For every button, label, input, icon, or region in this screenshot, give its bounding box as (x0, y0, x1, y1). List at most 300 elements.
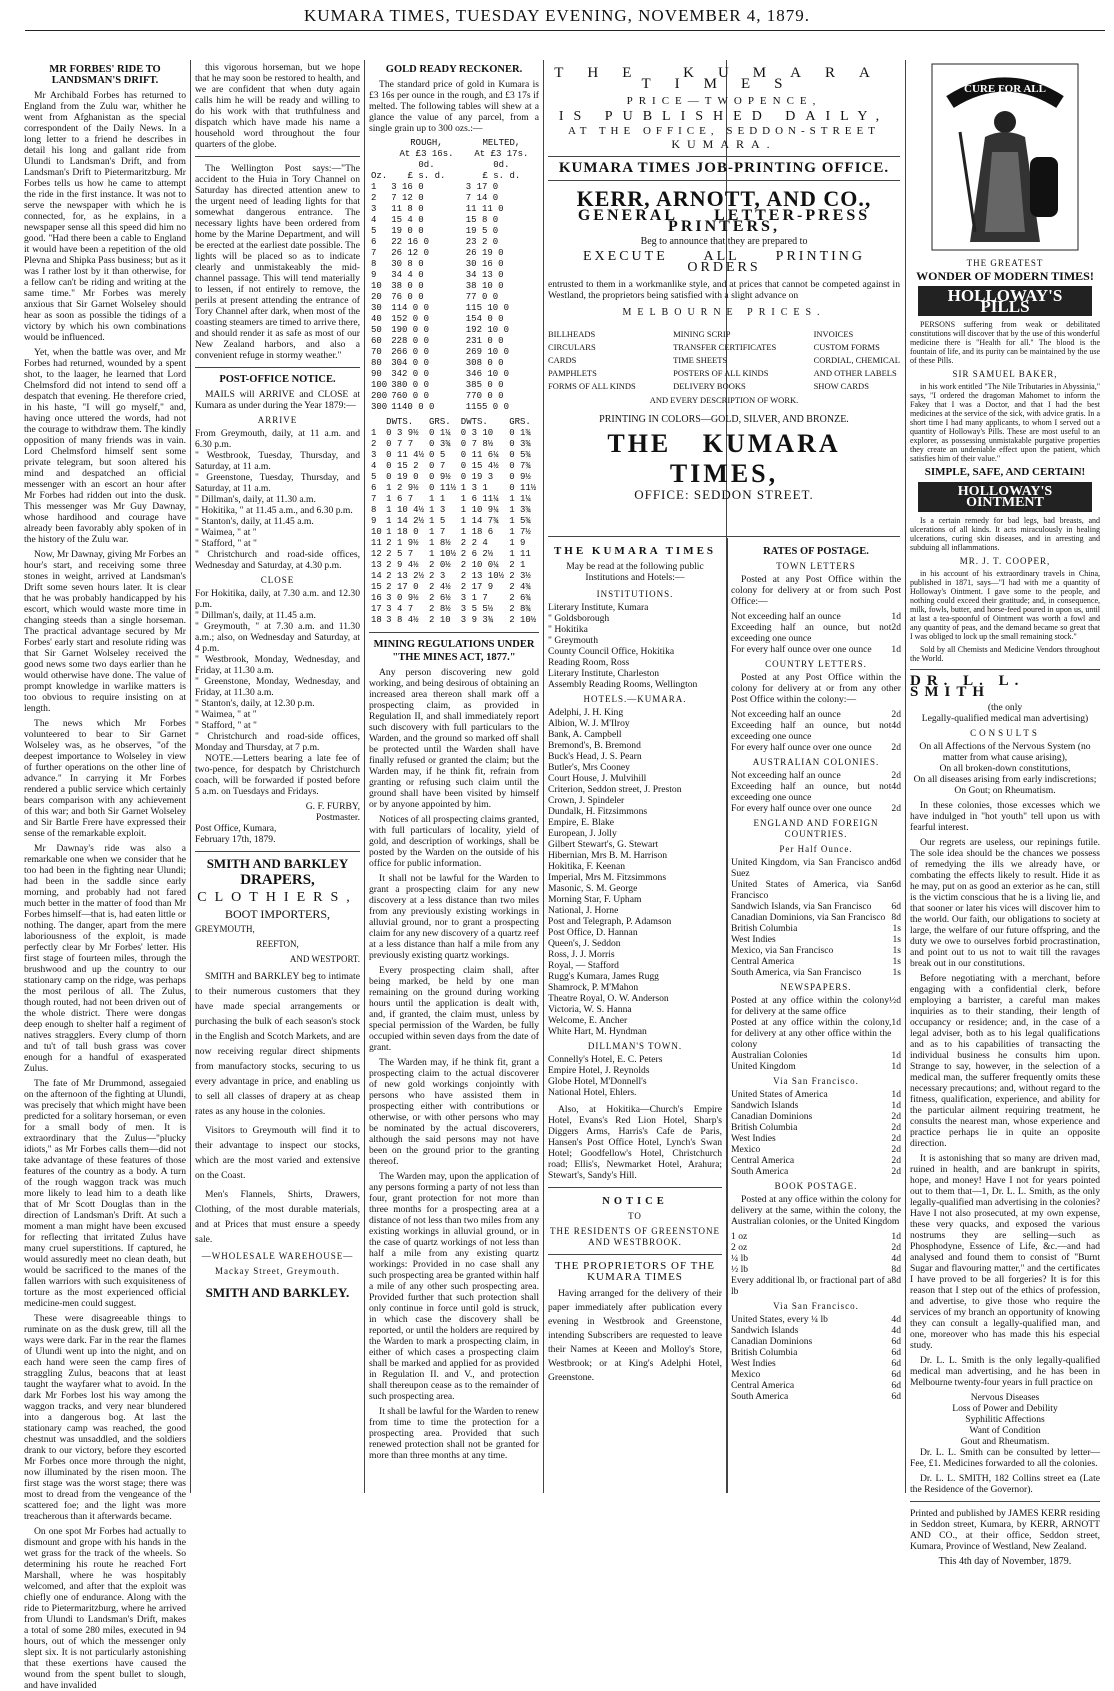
paragraph: Every prospecting claim shall, after being marked, be held by one man remaining on the ground during working hours until the application is dealt with, and, if granted, the claim must, unless by special permission of the Warden, be fully occupied within seven days from the date of grant. (369, 965, 539, 1053)
hotel-item: Ross, J. J. Morris (548, 949, 615, 960)
table-cell: 1 1 (429, 494, 446, 504)
published: IS PUBLISHED DAILY, (558, 109, 890, 124)
only-line: (the only (987, 702, 1023, 713)
institution-item: " Hokitika (548, 624, 588, 635)
table-cell: 3 8 4½ (386, 615, 419, 625)
table-row (369, 182, 539, 193)
rate-label: For every half ounce over one ounce (731, 644, 872, 655)
mining-title-2: "THE MINES ACT, 1877." (392, 652, 516, 663)
table-cell: 2 13 10½ (460, 571, 505, 581)
hotels-heading: HOTELS.—KUMARA. (583, 694, 687, 704)
table-cell: 70 (371, 347, 382, 357)
rate-row (731, 770, 901, 781)
rate-label: Sandwich Islands (731, 1100, 799, 1111)
table-cell: 8 (371, 505, 377, 515)
institution-item: Literary Institute, Kumara (548, 602, 649, 613)
paragraph: Mr Dawnay's ride was also a remarkable one when we consider that he too had been in the fighting near Ulundi; had been in the saddle since early morning, and probably had not fared much better in the matter of food than Mr Forbes himself—that is, had eaten little or nothing. The danger, apart from the mere laboriousness of the exploit, is made perfectly clear by Mr Forbes' letter. His first stage of fourteen miles, through the brushwood and up the country to our stationary camp on the ridge, was perhaps the most perilous of all. The Zulus, though routed, had not been driven out of the whole district. There were dongas deep enough to shelter half a regiment of natives stragglers. Every clump of thorn and tu't of tall bush grass was cover enough for a handful of exasperated Zulus. (24, 843, 186, 1074)
rough-header: ROUGH, (410, 138, 443, 148)
table-cell: 1 7½ (509, 527, 531, 537)
table-cell: 1 1¼ (509, 494, 531, 504)
table-cell: 14 (371, 571, 382, 581)
table-cell: 1 (371, 182, 377, 192)
divider (369, 632, 539, 633)
table-cell: 77 0 0 (465, 292, 499, 302)
table-row (369, 604, 539, 615)
table-row (369, 505, 539, 516)
dillmans-heading: DILLMAN'S TOWN. (587, 1041, 683, 1051)
rate-row (731, 1336, 901, 1347)
rate-row (731, 1314, 901, 1325)
close-item: " Christchurch and road-side offices, Monday and Thursday, at 7 p.m. (195, 731, 360, 753)
gout: On Gout; on Rheumatism. (954, 785, 1056, 796)
paper-name: THE KUMARA TIMES (554, 65, 894, 92)
table-cell: 90 (371, 369, 382, 379)
table-row (369, 439, 539, 450)
melted-header: MELTED, (482, 138, 521, 148)
table-cell: 2 13 2½ (386, 571, 424, 581)
table-cell: 3 16 0 (391, 182, 424, 192)
hotel-item: Masonic, S. M. George (548, 883, 638, 894)
rate-label: South America (731, 1166, 789, 1177)
divider (195, 851, 360, 852)
broken: On all broken-down constitutions, (939, 763, 1071, 774)
table-cell: 308 0 0 (465, 358, 504, 368)
table-row (369, 248, 539, 259)
table-cell: 1 10½ (429, 549, 457, 559)
rate-value: 4d (891, 781, 901, 792)
divider (548, 1187, 722, 1188)
rate-value: 6d (891, 1347, 901, 1358)
rate-label: United States, every ¼ lb (731, 1314, 828, 1325)
table-cell: 18 (371, 615, 382, 625)
table-cell: 22 16 0 (391, 237, 430, 247)
dwts-header: DWTS. (386, 417, 414, 427)
grs-header: GRS. (429, 417, 451, 427)
arrive-item: " Greenstone, Tuesday, Thursday, and Saturday, at 11 a.m. (195, 472, 360, 494)
table-cell: 13 (371, 560, 382, 570)
rate-label: West Indies (731, 934, 776, 945)
divider (548, 1254, 722, 1255)
table-row (369, 516, 539, 527)
treatment-item: Syphilitic Affections (965, 1414, 1045, 1425)
table-cell: 0 11 6¼ (460, 450, 499, 460)
legally-line: Legally-qualified medical man advertising) (921, 713, 1089, 724)
table-cell: 0 1¼ (429, 428, 451, 438)
town-letters: TOWN LETTERS (776, 561, 856, 571)
divider (548, 156, 900, 157)
table-row (369, 226, 539, 237)
imprint: Printed and published by JAMES KERR residing in Seddon street, Kumara, by KERR, ARNOTT AND CO., at their office, Seddon street, Kumara, Province of Westland, New Zealand. (910, 1508, 1100, 1552)
rate-label: West Indies (731, 1133, 776, 1144)
table-cell: 2 0½ (429, 560, 451, 570)
book-rates (731, 1231, 901, 1275)
england-foreign: ENGLAND AND FOREIGN COUNTRIES. (753, 818, 879, 839)
treatment-item: Gout and Rheumatism. (960, 1436, 1050, 1447)
hotel-item: Bank, A. Campbell (548, 729, 622, 740)
table-row (369, 483, 539, 494)
rate-value: 1d (891, 1231, 901, 1242)
rate-label: Canadian Dominions, via San Francisco (731, 912, 886, 923)
rate-row (731, 1122, 901, 1133)
advert-boot: BOOT IMPORTERS, (224, 907, 331, 921)
paragraph: this vigorous horseman, but we hope that he may soon be restored to health, and we are confident that when duty again calls him he will be ready and willing to do his work with that truthfulness and dispatch which have made his name a household word throughout the four quarters of the globe. (195, 62, 360, 150)
table-cell: 100 (371, 380, 388, 390)
close-item: " Greenstone, Monday, Wednesday, and Friday, at 11.30 a.m. (195, 676, 360, 698)
job-types (548, 328, 900, 393)
close-item: For Hokitika, daily, at 7.30 a.m. and 12.30 p.m. (195, 588, 360, 610)
signature-place: Post Office, Kumara, (195, 823, 277, 834)
rate-value: 4d (891, 1253, 901, 1264)
table-cell: 3 9 3¾ (460, 615, 494, 625)
rate-row (731, 644, 901, 655)
job-type: PAMPHLETS (548, 368, 597, 378)
rate-label: Mexico (731, 1144, 761, 1155)
close-item: " Greymouth, " at 7.30 a.m. and 11.30 a.m.; also, on Wednesday and Saturday, at 4 p.m. (195, 621, 360, 654)
rate-value: 6d (891, 901, 901, 912)
paragraph: Dr. L. L. Smith can be consulted by letter—Fee, £1. Medicines forwarded to all the colonies. (910, 1447, 1100, 1469)
table-cell: 1 3¾ (509, 505, 531, 515)
greatest: THE GREATEST (966, 258, 1044, 268)
table-cell: 0 5 (429, 450, 446, 460)
table-cell: 2 4½ (429, 582, 451, 592)
rate-value: 1d (891, 1100, 901, 1111)
rate-row (731, 1133, 901, 1144)
table-row (369, 615, 539, 626)
table-cell: 0 3 9½ (386, 428, 419, 438)
rate-row (731, 1050, 901, 1061)
table-cell: 38 10 0 (465, 281, 504, 291)
mining-title: MINING REGULATIONS UNDER (373, 639, 535, 650)
table-cell: 11 11 0 (465, 204, 504, 214)
column-rule (364, 60, 365, 1493)
rate-row (731, 956, 901, 967)
hotel-item: Imperial, Mrs M. Fitzsimmons (548, 872, 667, 883)
table-cell: 3 4 7 (386, 604, 414, 614)
rate-row (731, 923, 901, 934)
rate-label: West Indies (731, 1358, 776, 1369)
rate-label: Canadian Dominions (731, 1111, 813, 1122)
read-sub: May be read at the following public Institutions and Hotels:— (566, 561, 704, 583)
table-cell: 0 11½ (429, 483, 457, 493)
table-cell: 190 0 0 (391, 325, 430, 335)
rate-value: 2d (891, 709, 901, 720)
table-row (369, 237, 539, 248)
beg-line: Beg to announce that they are prepared to (640, 236, 808, 247)
table-cell: 1140 0 0 (391, 402, 435, 412)
table-cell: 4 (371, 215, 377, 225)
rate-value: 6d (891, 1358, 901, 1369)
advert-warehouse: —WHOLESALE WAREHOUSE— (201, 1251, 354, 1261)
advert-drapers: DRAPERS, (240, 872, 315, 888)
table-cell: 6 (371, 237, 377, 247)
table-cell: 1 11 (509, 549, 531, 559)
close-list (195, 588, 360, 753)
table-cell: 30 (371, 303, 382, 313)
table-cell: 8 (371, 259, 377, 269)
rate-label: British Columbia (731, 923, 798, 934)
rate-label: 1 oz (731, 1231, 748, 1242)
rate-row (731, 1144, 901, 1155)
paragraph: Posted at any Post Office within the colony for delivery at or from any other Post Office within the colony:— (731, 672, 901, 705)
rate-value: 8d (891, 1264, 901, 1275)
rate-value: 2d (891, 770, 901, 781)
table-cell: 3 (371, 450, 377, 460)
table-cell: 2 10 (429, 615, 451, 625)
rate-label: ¼ lb (731, 1253, 749, 1264)
paragraph: Posted at any office within the colony for delivery at the same, within the colony, the Australian colonies, or the United Kingdom (731, 1194, 901, 1227)
table-cell: 3 17 0 (465, 182, 499, 192)
table-cell: 1 6 11¼ (460, 494, 499, 504)
divider (910, 669, 1100, 670)
rate-row (731, 803, 901, 814)
divider (548, 180, 900, 181)
table-cell: 3 0 9½ (386, 593, 419, 603)
job-type: MINING SCRIP (673, 329, 731, 339)
via-sf-2: Via San Francisco. (773, 1301, 859, 1311)
table-cell: 6 (371, 483, 377, 493)
table-cell: 1 14 2½ (386, 516, 424, 526)
cooper: MR. J. T. COOPER, (959, 556, 1051, 566)
paragraph: Any person discovering new gold working, and being desirous of obtaining an increased area thereon shall mark off a prospecting claim, as provided in Regulation II, and shall immediately report such discovery with full particulars to the Warden, and the ground so marked off shall be protected until the Warden shall have finally refused or granted the claim; but the Warden may, if he think fit, refrain from granting or refusing such claim until the ground shall have been visited by himself or by anyone appointed by him. (369, 667, 539, 810)
rate-row (731, 912, 901, 923)
arrive-list (195, 428, 360, 571)
arrive-heading: ARRIVE (257, 415, 298, 425)
notice-residents: THE RESIDENTS OF GREENSTONE AND WESTBROOK. (549, 1226, 721, 1247)
smith-list (910, 1392, 1100, 1447)
table-cell: 30 8 0 (391, 259, 424, 269)
signature: G. F. FURBY, (305, 801, 360, 812)
reckoner-title: GOLD READY RECKONER. (385, 64, 523, 75)
price: PRICE—TWOPENCE, (626, 95, 822, 107)
advert-footer: SMITH AND BARKLEY. (205, 1285, 350, 1300)
job-type: SHOW CARDS (813, 381, 869, 391)
table-cell: 80 (371, 358, 382, 368)
rate-row (731, 1089, 901, 1100)
advert-reefton: REEFTON, (256, 939, 299, 949)
simple-safe: SIMPLE, SAFE, AND CERTAIN! (924, 466, 1086, 478)
divider (910, 1501, 1100, 1502)
kerr-arnott: KERR, ARNOTT, AND CO., (576, 186, 872, 211)
consults: CONSULTS (970, 728, 1040, 738)
table-cell: 2 3 (429, 571, 446, 581)
paragraph: Before negotiating with a merchant, before engaging with a confidential clerk, before employing a barrister, a careful man makes inquiries as to their standing, their length of occupancy or residence; and, in the case of a legal adviser, both as to his legal qualifications and as to his capabilities of transacting the individual business he consults him upon. Strange to say, however, in the selection of a medical man, the sufferer frequently omits these necessary precautions; and, without regard to the fitness, qualification, experience, and ability for the particular ailment requiring treatment, he consults the nearest man, whose experience and practice perhaps lie in quite an opposite direction. (910, 973, 1100, 1149)
table-cell: 0 5¾ (509, 450, 531, 460)
rate-value: 2d (891, 1133, 901, 1144)
paragraph: The Wellington Post says:—"The accident to the Huia in Tory Channel on Saturday has directed attention anew to the urgent need of leading lights for that somewhat dangerous entrance. The necessary lights have been ordered from home by the Marine Department, and will be erected at the earliest date possible. The lights will be placed so as to indicate clearly and unmistakeably the mid-channel passage. This will tend materially to lessen, if not entirely to remove, the perils at present attending the entrance of Tory Channel after dark, when most of the coasting steamers are timed to arrive there, and should render it as safe as most of our New Zealand harbors, and also a convenient refuge in stormy weather." (195, 163, 360, 361)
table-cell: 114 0 0 (391, 303, 430, 313)
rate-value: 2d (891, 742, 901, 753)
hotel-item: Connelly's Hotel, E. C. Peters (548, 1054, 663, 1065)
column-rule (190, 60, 191, 1493)
table-cell: 10 (371, 527, 382, 537)
institution-item: Literary Institute, Charleston (548, 668, 660, 679)
paragraph: Now, Mr Dawnay, giving Mr Forbes an hour's start, and receiving some three stones in weight, arrived at Landsman's Drift some seven hours later. It is clear that he was probably handicapped by his escort, which would waste more time in changing steeds than a single horseman. The practical advantage secured by Mr Forbes' early start and resolute riding was that Sir Garnet Wolseley received the good news some two days earlier than he would otherwise have done. The value of prompt knowledge in warlike matters is too obvious to require insisting on at length. (24, 549, 186, 714)
post-note: NOTE.—Letters bearing a late fee of two-pence, for despatch by Christchurch coach, will be forwarded if posted before 5 a.m. on Tuesdays and Fridays. (195, 753, 360, 797)
job-type: CORDIAL, CHEMICAL (813, 355, 900, 365)
rate-label: For every half ounce over one ounce (731, 803, 872, 814)
table-cell: 2 5 7 (386, 549, 414, 559)
signature-title: Postmaster. (316, 812, 360, 823)
column-rule (905, 60, 906, 1493)
paragraph: in his work entitled "The Nile Tributaries in Abyssinia," says, "I ordered the dragoman Mahomet to inform the Fakey that I was a Doctor, and that I had the best medicines at the service of the sick, with advice gratis. In a short time I had many applicants, to whom I served out a quantity of Holloway's Pills. These are most useful to an explorer, as possessing unmistakable purgative properties they create an undeniable effect upon the patient, which satisfies him of their value." (910, 382, 1100, 463)
rate-value: 6d (891, 1380, 901, 1391)
post-office-title: POST-OFFICE NOTICE. (219, 374, 336, 385)
badge-text: CURE FOR ALL (964, 83, 1046, 95)
table-cell: 342 0 0 (391, 369, 430, 379)
rate-label: United States of America, via San Francisco (731, 879, 892, 901)
table-cell: 152 0 0 (391, 314, 430, 324)
table-cell: 60 (371, 336, 382, 346)
table-cell: 16 (371, 593, 382, 603)
table-cell: 1 6 7 (386, 494, 414, 504)
arrive-item: From Greymouth, daily, at 11 a.m. and 6.30 p.m. (195, 428, 360, 450)
table-cell: 2 10½ (509, 615, 537, 625)
table-cell: 115 10 0 (465, 303, 509, 313)
rate-value: 1s (892, 967, 901, 978)
rate-row (731, 1242, 901, 1253)
table-cell: 26 12 0 (391, 248, 430, 258)
rate-row (731, 1061, 901, 1072)
advert-title: SMITH AND BARKLEY (206, 856, 349, 871)
table-cell: 0 15 2 (386, 461, 419, 471)
rate-row (731, 857, 901, 879)
table-cell: 0 11 4½ (386, 450, 424, 460)
paragraph: Is a certain remedy for bad legs, bad breasts, and ulcerations of all kinds. It acts miraculously in healing ulcerations, curing skin diseases, and in arresting and subduing all inflammations. (910, 516, 1100, 552)
table-cell: 1 5 (429, 516, 446, 526)
grs-header: GRS. (509, 417, 531, 427)
paragraph: On one spot Mr Forbes had actually to dismount and grope with his hands in the wet grass for the track of the wheels. So determining his route he reached Fort Marshall, where he was hospitably welcomed, and after that the exploit was chiefly one of endurance. Along with the ride to Pietermaritzburg, where he arrived from Ulundi to Landsman's Drift, makes a total of some 280 miles, executed in 94 hours, out of which the messenger only slept six. It is not particularly astonishing that these exertions have caused the wound from the spent bullet to slough, and have invalided (24, 1526, 186, 1691)
wonder: WONDER OF MODERN TIMES! (916, 269, 1094, 283)
table-cell: 2 10 0¼ (460, 560, 499, 570)
institution-item: County Council Office, Hokitika (548, 646, 675, 657)
table-row (369, 259, 539, 270)
newspaper-rates (731, 995, 901, 1072)
hotel-item: Rugg's Kumara, James Rugg (548, 971, 659, 982)
rate-value: 1s (892, 923, 901, 934)
table-cell: 1 9 (509, 538, 526, 548)
rate-row (731, 1347, 901, 1358)
rate-label: South America, via San Francisco (731, 967, 862, 978)
close-item: " Stanton's, daily, at 12.30 p.m. (195, 698, 315, 709)
rate-row (731, 1358, 901, 1369)
rate-label: For every half ounce over one ounce (731, 742, 872, 753)
institution-item: Assembly Reading Rooms, Wellington (548, 679, 698, 690)
rate-row (731, 611, 901, 622)
rate-label: Not exceeding half an ounce (731, 611, 841, 622)
table-cell: 0 7 7 (386, 439, 414, 449)
table-cell: 76 0 0 (391, 292, 424, 302)
article-title: MR FORBES' RIDE TO LANDSMAN'S DRIFT. (49, 64, 161, 86)
table-cell: 38 0 0 (391, 281, 424, 291)
rate-label: Australian Colonies (731, 1050, 808, 1061)
advert-greymouth: GREYMOUTH, (195, 924, 255, 934)
table-row (369, 538, 539, 549)
table-cell: 300 (371, 402, 388, 412)
rate-row (731, 720, 901, 742)
advert-clothiers: CLOTHIERS, (197, 890, 358, 905)
hotels-list (548, 707, 722, 1037)
hotel-item: Criterion, Seddon street, J. Preston (548, 784, 682, 795)
colors-line: PRINTING IN COLORS—GOLD, SILVER, AND BRONZE. (599, 414, 849, 425)
table-cell: 2 8½ (429, 604, 451, 614)
table-cell: 231 0 0 (465, 336, 504, 346)
paragraph: entrusted to them in a workmanlike style, and at prices that cannot be competed against in Westland, the proprietors being satisfied with a slight advance on (548, 279, 900, 301)
paragraph: SMITH and BARKLEY beg to intimate to their numerous customers that they have made special arrangements or purchasing the bulk of each season's stock in the English and Scotch Markets, and are now receiving regular direct shipments from manufactory stocks, securing to us every advantage in price, and enabling us to sell all classes of drapery at as cheap rates as any house in the colonies. (195, 971, 360, 1117)
hotel-item: Adelphi, J. H. King (548, 707, 624, 718)
table-cell: 1 18 0 (386, 527, 419, 537)
table-cell: 2 1 (509, 560, 526, 570)
hotel-item: Hokitika, F. Keenan (548, 861, 626, 872)
rate-value: 1d (891, 1089, 901, 1100)
table-cell: 0 9½ (429, 472, 451, 482)
table-cell: 19 5 0 (465, 226, 499, 236)
table-cell: 7 12 0 (391, 193, 424, 203)
rate-row (731, 1253, 901, 1264)
table-cell: 2 9 4½ (386, 560, 419, 570)
table-cell: 12 (371, 549, 382, 559)
rate-value: 1s (892, 956, 901, 967)
table-cell: 2 8¾ (509, 604, 531, 614)
rate-value: 2d (891, 1242, 901, 1253)
hotel-item: Court House, J. Mulvihill (548, 773, 647, 784)
rate-row (731, 1325, 901, 1336)
rate-label: Exceeding half an ounce, but not exceeding one ounce (731, 781, 892, 803)
oz-header: Oz. (371, 171, 388, 181)
table-cell: 1 7 (429, 527, 446, 537)
notice-to: TO (628, 1211, 642, 1221)
table-cell: 2 17 0 (386, 582, 419, 592)
table-cell: 40 (371, 314, 382, 324)
table-cell: 3 1 7 (460, 593, 488, 603)
office-address: OFFICE: SEDDON STREET. (634, 487, 814, 502)
table-cell: 0 3¾ (509, 439, 531, 449)
town-rates (731, 611, 901, 655)
table-cell: 0 9½ (509, 472, 531, 482)
notice-proprietors: THE PROPRIETORS OF THE KUMARA TIMES (554, 1260, 716, 1283)
paragraph: The news which Mr Forbes volunteered to bear to Sir Garnet Wolseley was, as he observes, "of the deepest importance to Wolseley in view of further operations on the other line of advance." In carrying it Mr Forbes rendered a public service which certainly bears comparison with any achievement of this war; and both Sir Garnet Wolseley and Sir Bartle Frere have expressed their sense of the remarkable exploit. (24, 718, 186, 839)
institution-item: " Goldsborough (548, 613, 610, 624)
job-type: TRANSFER CERTIFICATES (673, 342, 777, 352)
rate-row (731, 622, 901, 644)
rate-row (731, 1100, 901, 1111)
book-every-value: 8d (891, 1275, 901, 1286)
table-cell: 0 3¾ (429, 439, 451, 449)
table-row (369, 336, 539, 347)
table-cell: 1 10 9¼ (460, 505, 499, 515)
rate-value: 1d (891, 1017, 901, 1028)
divider (195, 367, 360, 368)
table-cell: 23 2 0 (465, 237, 499, 247)
table-cell: 34 4 0 (391, 270, 424, 280)
table-cell: 7 14 0 (465, 193, 499, 203)
table-cell: 1 (371, 428, 377, 438)
table-cell: 9 (371, 270, 377, 280)
table-cell: 1 18 6 (460, 527, 494, 537)
arrive-item: " Stafford, " at " (195, 538, 257, 549)
table-cell: 1 8½ (429, 538, 451, 548)
paragraph: Visitors to Greymouth will find it to their advantage to inspect our stocks, which are the most varied and extensive on the Coast. (195, 1125, 360, 1181)
general-printers: GENERAL LETTER-PRESS PRINTERS, (577, 207, 871, 235)
rate-row (731, 1111, 901, 1122)
rate-row (731, 1155, 901, 1166)
table-row (369, 428, 539, 439)
paragraph: It shall not be lawful for the Warden to grant a prospecting claim for any new discovery at a less distance than two miles from any previously existing workings in alluvial ground, nor to grant a prospecting claim for any new discovery of a quartz reef at a less distance than half a mile from any previously existing quartz workings. (369, 873, 539, 961)
table-cell: 0 11½ (509, 483, 537, 493)
table-cell: 0 15 4½ (460, 461, 499, 471)
rate-row (731, 1231, 901, 1242)
institution-item: " Greymouth (548, 635, 599, 646)
table-cell: 2 6½ (429, 593, 451, 603)
